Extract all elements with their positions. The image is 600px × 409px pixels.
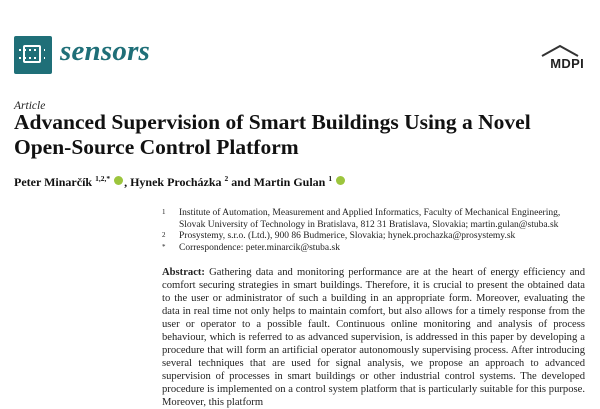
affiliation-item	[162, 243, 582, 255]
orcid-icon[interactable]	[336, 176, 345, 185]
affiliation-text: Correspondence: peter.minarcik@stuba.sk	[179, 242, 340, 253]
abstract-text: Gathering data and monitoring performance are at the heart of energy efficiency and comfort securing strategies in smart buildings. Therefore, it is crucial to present the obtained data to the user or administrator of such a building in an appropriate form. Moreover, evaluating the data in real time not only helps to maintain comfort, but also allows for a timely response from the user or operator to a possible fault. Continuous online monitoring and analysis of process behaviour, which is referred to as advanced supervision, is addressed in this paper by developing a procedure that will form an artificial operator autonomously supervising process. After introducing several techniques that are used for signal analysis, we propose an approach to advanced supervision of processes in smart buildings or other industrial control systems. The developed procedure is implemented on a control system platform that is particularly suitable for this purpose. Moreover, this platform	[162, 267, 585, 408]
affiliation-text: Institute of Automation, Measurement and Applied Informatics, Faculty of Mechanical Engineering, Slovak University of Technology in Bratislava, 812 31 Bratislava, Slovakia; martin.gulan@stuba.sk	[179, 208, 561, 230]
publisher-name: MDPI	[550, 56, 584, 71]
affiliation-item	[162, 208, 582, 231]
author-affiliation-mark: 1,2,*	[95, 174, 111, 183]
journal-name: sensors	[60, 35, 151, 67]
affiliation-text: Prosystemy, s.r.o. (Ltd.), 900 86 Budmerice, Slovakia; hynek.prochazka@prosystemy.sk	[179, 231, 516, 241]
author-affiliation-mark: 1	[328, 174, 333, 183]
title-line: Open-Source Control Platform	[14, 135, 299, 159]
affiliation-mark: 1	[162, 208, 166, 216]
title-line: Advanced Supervision of Smart Buildings Using a Novel	[14, 110, 531, 134]
article-type: Article	[14, 100, 46, 112]
orcid-icon[interactable]	[114, 176, 123, 185]
author-name: Martin Gulan	[253, 175, 326, 189]
author-affiliation-mark: 2	[224, 174, 229, 183]
article-title	[14, 110, 531, 160]
author-list	[14, 174, 346, 190]
journal-logo	[14, 36, 52, 74]
author-separator: and	[228, 175, 254, 189]
affiliations	[162, 208, 582, 254]
abstract	[162, 266, 585, 409]
author-name: Peter Minarčík	[14, 175, 93, 189]
affiliation-mark: 2	[162, 231, 166, 239]
affiliation-mark: *	[162, 242, 166, 251]
abstract-label: Abstract:	[162, 267, 205, 278]
chip-icon	[23, 45, 41, 63]
affiliation-item	[162, 231, 582, 243]
author-name: Hynek Procházka	[130, 175, 222, 189]
author-separator: ,	[124, 175, 131, 189]
